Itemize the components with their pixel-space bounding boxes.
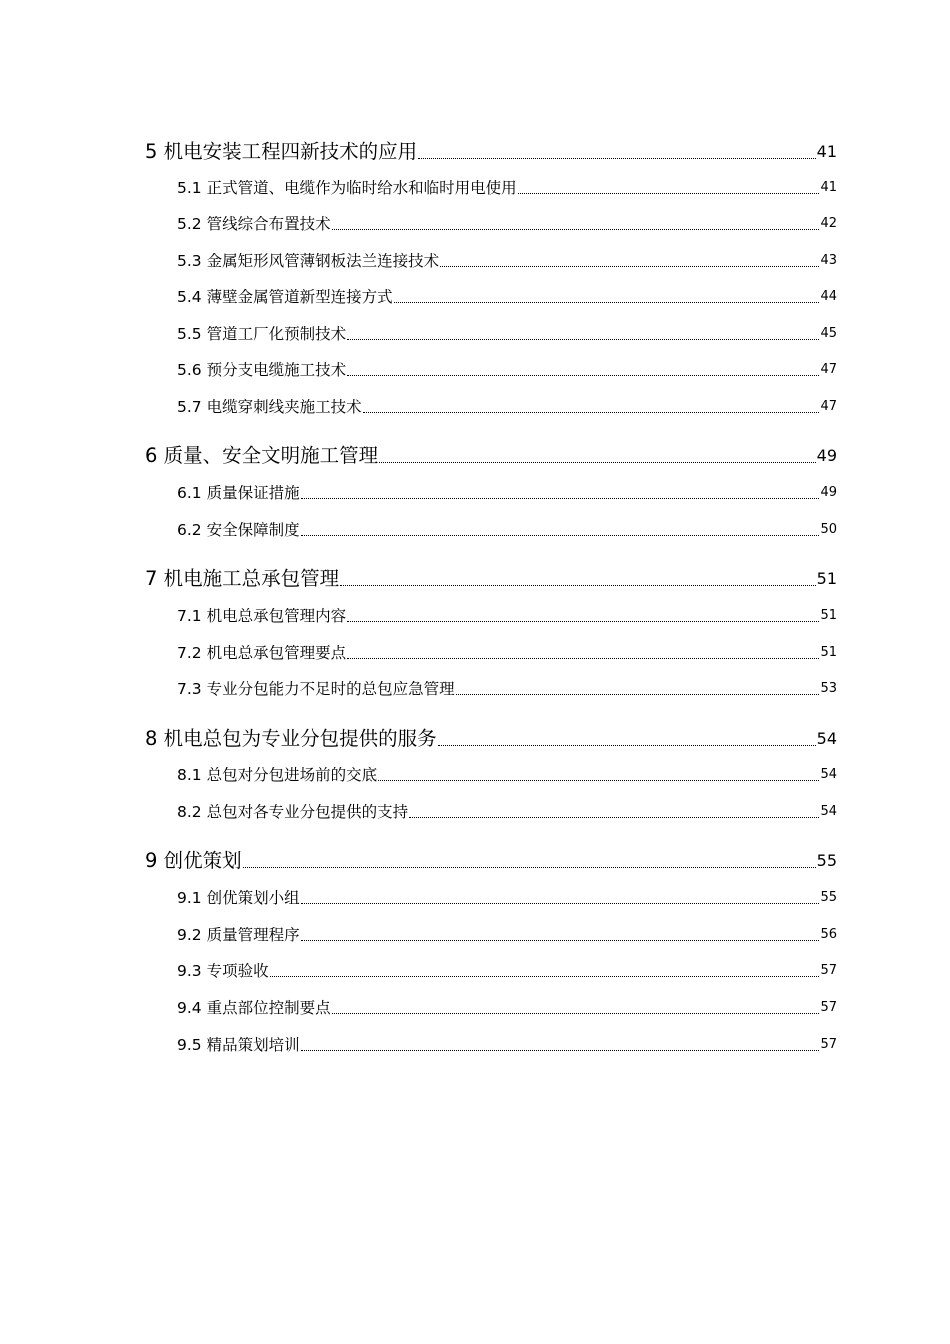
toc-dot-leader: [409, 817, 819, 818]
toc-dot-leader: [347, 658, 819, 659]
toc-page-number: 53: [820, 681, 837, 696]
toc-dot-leader: [243, 867, 816, 868]
toc-entry-title: 8 机电总包为专业分包提供的服务: [145, 727, 437, 750]
toc-entry-title: 5.5 管道工厂化预制技术: [177, 325, 347, 343]
toc-entry-title: 7.2 机电总承包管理要点: [177, 644, 347, 662]
toc-page-number: 45: [820, 326, 837, 341]
toc-page-number: 47: [820, 399, 837, 414]
toc-chapter-entry[interactable]: [145, 727, 837, 751]
toc-entry-title: 6 质量、安全文明施工管理: [145, 444, 379, 467]
toc-dot-leader: [438, 745, 816, 746]
toc-section-entry[interactable]: [177, 520, 837, 540]
toc-page-number: 54: [816, 729, 837, 748]
toc-dot-leader: [340, 585, 816, 586]
toc-section-entry[interactable]: [177, 360, 837, 380]
toc-dot-leader: [394, 302, 820, 303]
toc-section-entry[interactable]: [177, 643, 837, 663]
toc-page-number: 54: [820, 767, 837, 782]
toc-entry-title: 9.2 质量管理程序: [177, 926, 300, 944]
toc-entry-title: 5.3 金属矩形风管薄钢板法兰连接技术: [177, 252, 440, 270]
toc-section-entry[interactable]: [177, 925, 837, 945]
toc-page-number: 55: [820, 890, 837, 905]
toc-page-number: 54: [820, 804, 837, 819]
toc-chapter-entry[interactable]: [145, 140, 837, 164]
toc-entry-title: 5.6 预分支电缆施工技术: [177, 361, 347, 379]
toc-section-entry[interactable]: [177, 397, 837, 417]
toc-entry-title: 6.2 安全保障制度: [177, 521, 300, 539]
toc-dot-leader: [456, 694, 820, 695]
toc-dot-leader: [301, 1050, 820, 1051]
toc-dot-leader: [301, 940, 820, 941]
toc-page-number: 44: [820, 289, 837, 304]
toc-dot-leader: [332, 1013, 820, 1014]
toc-dot-leader: [440, 266, 819, 267]
toc-entry-title: 5.2 管线综合布置技术: [177, 215, 331, 233]
toc-page-number: 43: [820, 253, 837, 268]
toc-dot-leader: [518, 193, 820, 194]
toc-entry-title: 9.1 创优策划小组: [177, 889, 300, 907]
toc-dot-leader: [301, 498, 820, 499]
toc-section-entry[interactable]: [177, 287, 837, 307]
toc-entry-title: 5 机电安装工程四新技术的应用: [145, 140, 418, 163]
toc-dot-leader: [363, 412, 820, 413]
toc-entry-title: 9.5 精品策划培训: [177, 1036, 300, 1054]
toc-page-number: 49: [820, 485, 837, 500]
toc-dot-leader: [347, 339, 819, 340]
toc-dot-leader: [347, 375, 819, 376]
toc-page-number: 41: [820, 180, 837, 195]
toc-section-entry[interactable]: [177, 606, 837, 626]
toc-entry-title: 8.1 总包对分包进场前的交底: [177, 766, 378, 784]
toc-section-entry[interactable]: [177, 1035, 837, 1055]
toc-section-entry[interactable]: [177, 961, 837, 981]
toc-section-entry[interactable]: [177, 802, 837, 822]
toc-section-entry[interactable]: [177, 324, 837, 344]
toc-page-number: 51: [820, 608, 837, 623]
toc-entry-title: 5.7 电缆穿刺线夹施工技术: [177, 398, 362, 416]
toc-page-number: 50: [820, 522, 837, 537]
toc-entry-title: 9.3 专项验收: [177, 962, 269, 980]
toc-entry-title: 9.4 重点部位控制要点: [177, 999, 331, 1017]
toc-entry-title: 5.1 正式管道、电缆作为临时给水和临时用电使用: [177, 179, 517, 197]
toc-chapter-entry[interactable]: [145, 849, 837, 873]
toc-entry-title: 7.3 专业分包能力不足时的总包应急管理: [177, 680, 455, 698]
toc-page-number: 55: [816, 851, 837, 870]
toc-entry-title: 6.1 质量保证措施: [177, 484, 300, 502]
toc-entry-title: 7 机电施工总承包管理: [145, 567, 340, 590]
toc-dot-leader: [378, 780, 819, 781]
toc-section-entry[interactable]: [177, 765, 837, 785]
toc-dot-leader: [347, 621, 819, 622]
toc-dot-leader: [418, 158, 816, 159]
toc-page-number: 41: [816, 142, 837, 161]
toc-page-number: 57: [820, 1000, 837, 1015]
toc-dot-leader: [379, 462, 816, 463]
toc-dot-leader: [301, 535, 820, 536]
toc-entry-title: 9 创优策划: [145, 849, 242, 872]
toc-dot-leader: [332, 229, 820, 230]
toc-page-number: 57: [820, 1037, 837, 1052]
toc-page-number: 56: [820, 927, 837, 942]
toc-page-number: 47: [820, 362, 837, 377]
toc-section-entry[interactable]: [177, 483, 837, 503]
toc-chapter-entry[interactable]: [145, 567, 837, 591]
toc-section-entry[interactable]: [177, 214, 837, 234]
toc-page-number: 51: [816, 569, 837, 588]
toc-section-entry[interactable]: [177, 178, 837, 198]
toc-section-entry[interactable]: [177, 888, 837, 908]
toc-section-entry[interactable]: [177, 251, 837, 271]
toc-page-number: 49: [816, 446, 837, 465]
toc-page-number: 51: [820, 645, 837, 660]
toc-entry-title: 8.2 总包对各专业分包提供的支持: [177, 803, 409, 821]
toc-section-entry[interactable]: [177, 679, 837, 699]
toc-dot-leader: [301, 903, 820, 904]
toc-page-number: 42: [820, 216, 837, 231]
toc-entry-title: 5.4 薄壁金属管道新型连接方式: [177, 288, 393, 306]
toc-chapter-entry[interactable]: [145, 444, 837, 468]
toc-entry-title: 7.1 机电总承包管理内容: [177, 607, 347, 625]
toc-dot-leader: [270, 976, 820, 977]
toc-page-number: 57: [820, 963, 837, 978]
toc-section-entry[interactable]: [177, 998, 837, 1018]
